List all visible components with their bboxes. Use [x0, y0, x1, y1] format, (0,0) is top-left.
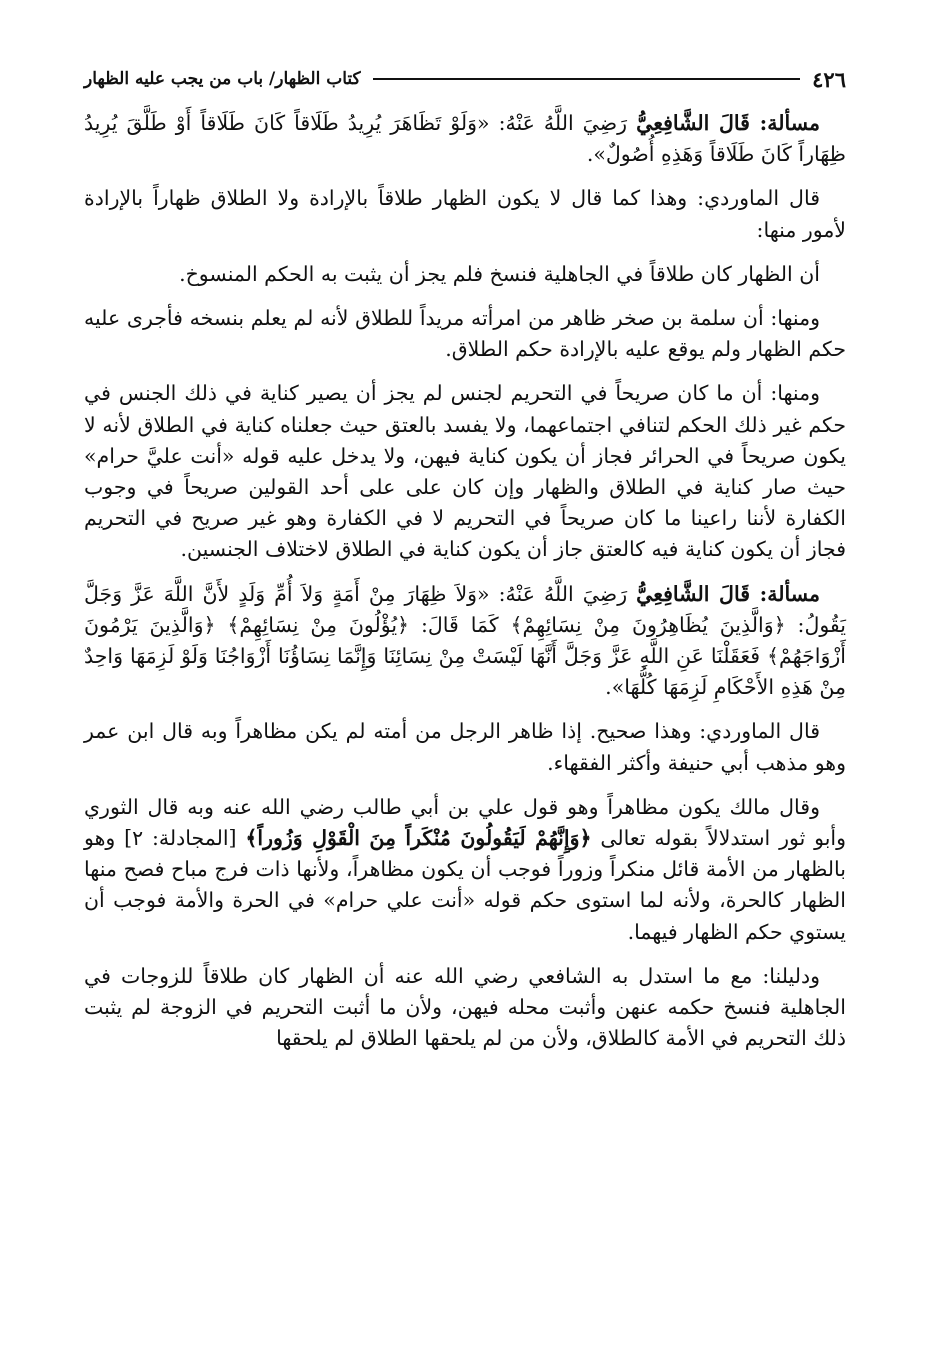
- page-number: ٤٢٦: [812, 66, 846, 92]
- shafii-attribution: قَالَ الشَّافِعِيُّ: [636, 581, 750, 606]
- paragraph-text: رَضِيَ اللَّهُ عَنْهُ: «وَلَوْ تَظَاهَرَ يُرِيدُ طَلَاقاً كَانَ طَلَاقاً أَوْ طَلَّقَ يُرِيدُ ظِهَاراً كَانَ طَلَاقاً وَهَذِهِ أُصُولٌ».: [84, 111, 846, 167]
- paragraph-dalil: ودليلنا: مع ما استدل به الشافعي رضي الله عنه أن الظهار كان طلاقاً للزوجات في الجاهلية فنسخ حكمه عنهن وأثبت محله فيهن، ولأن ما أثبت التحريم في الزوجة لم يثبت ذلك التحريم في الأمة كالطلاق، ولأن من لم يلحقها الطلاق لم يلحقها: [84, 963, 846, 1051]
- paragraph-mawardi-2: قال الماوردي: وهذا صحيح. إذا ظاهر الرجل من أمته لم يكن مظاهراً وبه قال ابن عمر وهو مذهب أبي حنيفة وأكثر الفقهاء.: [84, 719, 846, 775]
- quran-verse: ﴿وَإِنَّهُمْ لَيَقُولُونَ مُنْكَراً مِنَ الْقَوْلِ وَزُوراً﴾: [245, 826, 592, 851]
- paragraph-reason-3: ومنها: أن ما كان صريحاً في التحريم لجنس لم يجز أن يصير كناية في ذلك الجنس في حكم غير ذلك الحكم لتنافي اجتماعهما، ولا يفسد بالعتق حيث جعلناه كناية في الطلاق لأنه لا يكون صريحاً في الحرائر فجاز أن يكون كناية فيهن، ولا يدخل عليه قوله «أنت عليَّ حرام» حيث صار كناية في الطلاق والظهار وإن كان على على أحد القولين صريحاً في وجوب الكفارة لأننا راعينا ما كان صريحاً في التحريم لا في الكفارة وهو غير صريح في التحريم فجاز أن يكون كناية فيه كالعتق جاز أن يكون كناية في الطلاق لاختلاف الجنسين.: [84, 381, 846, 562]
- paragraph-mawardi-1: قال الماوردي: وهذا كما قال لا يكون الظهار طلاقاً بالإرادة ولا الطلاق ظهاراً بالإرادة لأمور منها:: [84, 186, 846, 242]
- page-header: [84, 62, 846, 96]
- paragraph-text: وقال مالك يكون مظاهراً وهو قول علي بن أبي طالب رضي الله عنه وبه قال الثوري وأبو ثور استدلالاً بقوله تعالى: [84, 794, 846, 851]
- body-text: [84, 108, 846, 1067]
- paragraph-malik: [84, 792, 846, 948]
- paragraph-text: رَضِيَ اللَّهُ عَنْهُ: «وَلاَ ظِهَارَ مِنْ أَمَةٍ وَلاَ أُمِّ وَلَدٍ لأَنَّ اللَّهَ عَزَّ وَجَلَّ يَقُولُ: ﴿وَالَّذِينَ يُظَاهِرُونَ مِنْ نِسَائِهِمْ﴾ كَمَا قَالَ: ﴿يُؤْلُونَ مِنْ نِسَائِهِمْ﴾ ﴿وَالَّذِينَ يَرْمُونَ أَزْوَاجَهُمْ﴾ فَعَقَلْنَا عَنِ اللَّهِ عَزَّ وَجَلَّ أَنَّهَا لَيْسَتْ مِنْ نِسَائِنَا وَإِنَّمَا نِسَاؤُنَا أَزْوَاجُنَا وَلَوْ لَزِمَهَا وَاحِدٌ مِنْ هَذِهِ الأَحْكَامِ لَزِمَهَا كُلُّهَا».: [84, 581, 846, 700]
- paragraph-masala-2: [84, 579, 846, 704]
- masala-label: مسألة:: [750, 581, 820, 606]
- shafii-attribution: قَالَ الشَّافِعِيُّ: [636, 111, 750, 135]
- paragraph-reason-2: ومنها: أن سلمة بن صخر ظاهر من امرأته مريداً للطلاق لأنه لم يعلم بنسخه فأجرى عليه حكم الظهار ولم يوقع عليه بالإرادة حكم الطلاق.: [84, 306, 846, 362]
- paragraph-masala-1: [84, 108, 846, 170]
- masala-label: مسألة:: [749, 111, 820, 135]
- paragraph-text: [المجادلة: ٢] وهو بالظهار من الأمة قائل منكراً وزوراً فوجب أن يكون مظاهراً، ولأنها ذات فرج مباح فصح منها الظهار كالحرة، ولأنه لما استوى حكم قوله «أنت علي حرام» في الحرة والأمة فوجب أن يستوي حكم الظهار فيهما.: [84, 826, 846, 944]
- running-title: كتاب الظهار/ باب من يجب عليه الظهار: [84, 69, 361, 89]
- header-rule: [373, 78, 801, 80]
- paragraph-reason-1: أن الظهار كان طلاقاً في الجاهلية فنسخ فلم يجز أن يثبت به الحكم المنسوخ.: [179, 261, 820, 286]
